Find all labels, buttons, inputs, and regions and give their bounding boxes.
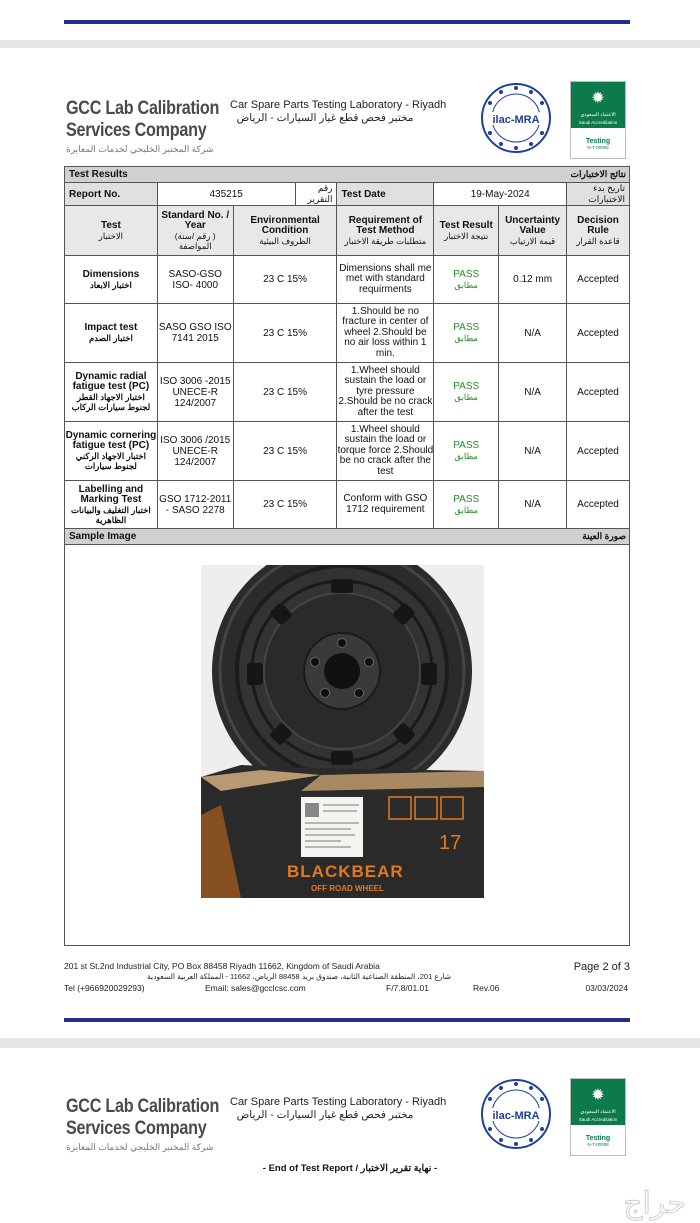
table-row: Dynamic cornering fatigue test (PC) اختبار الاجهاد الركني لجنوط سيارات ISO 3006 /2015 UNECE-R 124/2007 23 C 15% 1.Wheel should sustain the load or torque force 2.Should be no crack after the test PASS مطابق N/A Accepted xyxy=(65,422,630,481)
packaging-box-image xyxy=(201,765,484,898)
test-date-label: Test Date xyxy=(337,183,434,206)
company-logo-arabic: شركة المختبر الخليجي لخدمات المعايرة xyxy=(66,144,214,154)
page-header xyxy=(0,48,700,168)
table-row: Impact test اختبار الصدم SASO GSO ISO 7141 2015 23 C 15% 1.Should be no fracture in center of wheel 2.Should be no air loss within 1 min. PASS مطابق N/A Accepted xyxy=(65,304,630,363)
footer-email: Email: sales@gcclcsc.com xyxy=(205,983,306,993)
footer-date: 03/03/2024 xyxy=(585,983,628,993)
company-logo-line1: GCC Lab Calibration xyxy=(66,1096,220,1117)
end-of-report xyxy=(0,1163,700,1174)
footer-revision: Rev.06 xyxy=(473,983,500,993)
accreditation-scope: Testing xyxy=(585,1135,611,1142)
svg-text:17: 17 xyxy=(439,832,462,854)
lab-title: Car Spare Parts Testing Laboratory - Riyadh xyxy=(230,1096,447,1108)
column-header-standard: Standard No. / Year xyxy=(161,209,230,231)
table-row: Dimensions اختبار الابعاد SASO-GSO ISO- 4000 23 C 15% Dimensions shall me met with standard requirments PASS مطابق 0.12 mm Accepted xyxy=(65,256,630,304)
column-header-requirement: Requirement of Test Method xyxy=(348,214,423,236)
accreditation-emblem-icon: ✹ xyxy=(591,90,605,107)
company-logo-line2: Services Company xyxy=(66,120,207,141)
column-header-result: Test Result xyxy=(439,219,493,231)
status-badge: PASS xyxy=(453,381,480,392)
results-section-title: Test Results xyxy=(65,167,337,183)
accreditation-scope: Testing xyxy=(585,138,611,145)
footer-address: 201 st St.2nd Industrial City, PO Box 88458 Riyadh 11662, Kingdom of Saudi Arabia xyxy=(64,961,380,971)
accreditation-number: N-T-00008 xyxy=(587,145,609,150)
watermark-logo: حراج xyxy=(623,1187,686,1220)
report-page-2 xyxy=(0,48,700,1038)
test-results-table xyxy=(64,166,630,529)
sample-section-title: Sample Image xyxy=(69,531,137,542)
company-logo-line1: GCC Lab Calibration xyxy=(66,98,220,119)
svg-text:ilac-MRA: ilac-MRA xyxy=(492,114,540,126)
report-page-3 xyxy=(0,1048,700,1223)
column-header-uncertainty: Uncertainty Value xyxy=(505,214,561,236)
page-divider-bar xyxy=(64,20,630,24)
lab-title-arabic: مختبر فحص قطع غيار السيارات - الرياض xyxy=(236,112,414,124)
ilac-mra-logo xyxy=(480,1078,552,1155)
page-number: Page 2 of 3 xyxy=(573,961,630,973)
lab-title: Car Spare Parts Testing Laboratory - Riyadh xyxy=(230,99,447,111)
page-divider-bar xyxy=(64,1018,630,1022)
column-header-decision: Decision Rule xyxy=(577,214,619,236)
results-section-bar xyxy=(65,167,630,183)
svg-text:BLACKBEAR: BLACKBEAR xyxy=(287,862,404,881)
footer-form-number: F/7.8/01.01 xyxy=(386,983,430,993)
table-row: Dynamic radial fatigue test (PC) اختبار الاجهاد القطر لجنوط سيارات الركاب ISO 3006 -2015 UNECE-R 124/2007 23 C 15% 1.Wheel should sustain the load or tyre pressure 2.Should be no crack after the test PASS مطابق N/A Accepted xyxy=(65,363,630,422)
svg-text:OFF ROAD WHEEL: OFF ROAD WHEEL xyxy=(311,884,384,893)
saudi-accreditation-badge: ✹ الاعتماد السعودي Saudi Accreditation Testing N-T-00008 xyxy=(570,1078,626,1156)
sample-section-title-arabic: صورة العينة xyxy=(582,531,626,541)
previous-page-tail xyxy=(0,0,700,40)
report-no-value: 435215 xyxy=(157,183,295,206)
results-header-row: Test الاختبار Standard No. / Year (رقم /سنة ) المواصفة Environmental Condition الظروف البيئية Requirement of Test Method متطلبات طريقة الاختبار Test Result نتيجة الاختبار Uncertainty Value قيمة الارتياب Decision Rule قاعدة القرار xyxy=(65,206,630,256)
column-header-environment: Environmental Condition xyxy=(250,214,320,236)
sample-image-section xyxy=(64,528,630,946)
company-logo-arabic: شركة المختبر الخليجي لخدمات المعايرة xyxy=(66,1142,214,1152)
company-logo-line2: Services Company xyxy=(66,1118,207,1139)
footer-tel: Tel (+966920029293) xyxy=(64,983,145,993)
accreditation-number: N-T-00008 xyxy=(587,1142,609,1147)
saudi-accreditation-badge: ✹ الاعتماد السعودي Saudi Accreditation Testing N-T-00008 xyxy=(570,81,626,159)
status-badge: PASS xyxy=(453,493,480,505)
test-date-value: 19-May-2024 xyxy=(434,183,567,206)
table-row: Labelling and Marking Test اختبار التغليف والبيانات الظاهرية GSO 1712-2011 - SASO 2278 23 C 15% Conform with GSO 1712 requirement PASS مطابق N/A Accepted xyxy=(65,481,630,529)
accreditation-emblem-icon: ✹ xyxy=(591,1087,605,1104)
status-badge: PASS xyxy=(453,440,480,451)
footer-address-arabic: شارع 201، المنطقة الصناعية الثانية، صندوق بريد 88458 الرياض، 11662 - المملكة العربية السعودية xyxy=(146,972,452,981)
sample-photo xyxy=(201,565,484,898)
test-date-label-arabic: تاريخ بدء الاختبارات xyxy=(567,183,630,206)
sample-section-bar xyxy=(65,529,629,545)
results-section-title-arabic: نتائج الاختبارات xyxy=(337,167,630,183)
report-no-label: Report No. xyxy=(65,183,158,206)
svg-text:ilac-MRA: ilac-MRA xyxy=(492,1110,540,1122)
end-of-report-text: - End of Test Report / xyxy=(262,1163,359,1174)
end-of-report-text-arabic: نهاية تقرير الاختبار - xyxy=(360,1163,438,1174)
status-badge: PASS xyxy=(453,268,480,280)
status-badge: PASS xyxy=(453,322,480,333)
column-header-test: Test xyxy=(100,219,121,231)
ilac-mra-logo xyxy=(480,82,552,159)
report-info-row xyxy=(65,183,630,206)
lab-title-arabic: مختبر فحص قطع غيار السيارات - الرياض xyxy=(236,1109,414,1121)
report-no-label-arabic: رقم التقرير xyxy=(295,183,337,206)
